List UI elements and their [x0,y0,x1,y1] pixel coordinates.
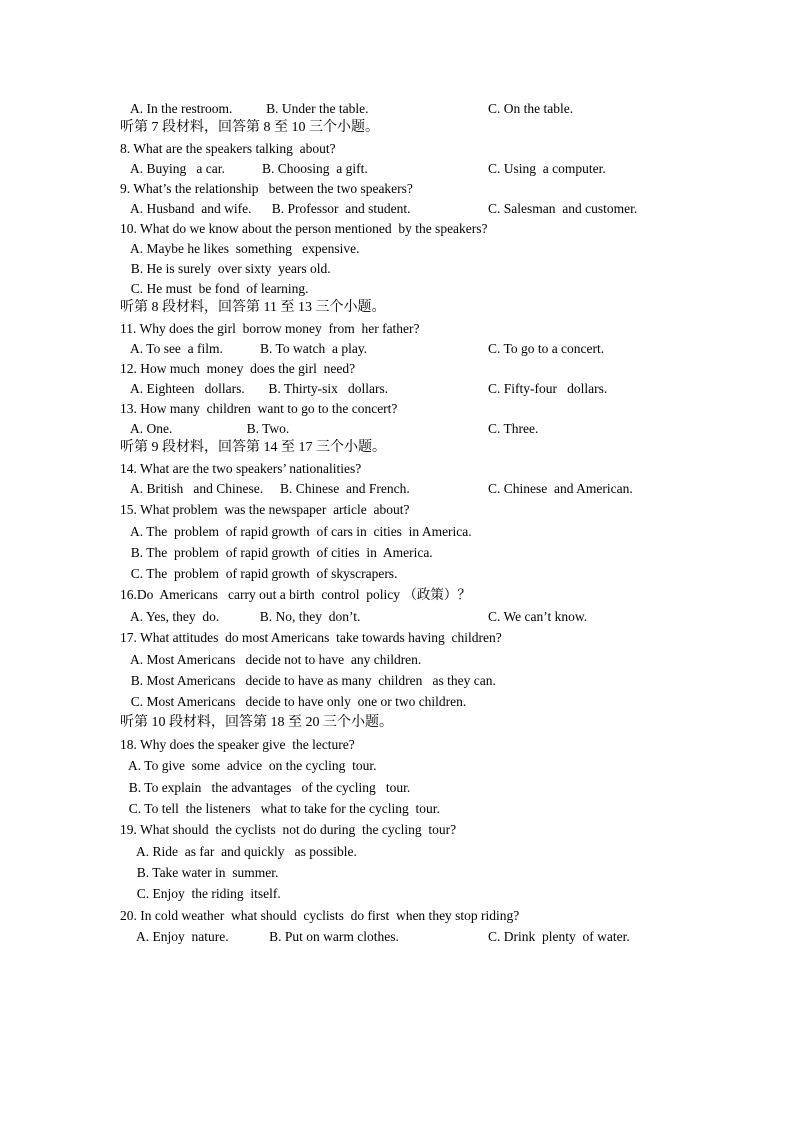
q19-option-b: B. Take water in summer. [130,865,279,880]
q19-question: 19. What should the cyclists not do during the cycling tour? [120,822,457,837]
q17-option-c: C. Most Americans decide to have only one or two children. [124,694,467,709]
q10-option-b: B. He is surely over sixty years old. [124,261,331,276]
q14-options-ab: A. British and Chinese. B. Chinese and French. [124,481,410,496]
q20-question: 20. In cold weather what should cyclists do first when they stop riding? [120,908,520,923]
q15-option-b: B. The problem of rapid growth of cities in America. [124,545,433,560]
q19-option-c: C. Enjoy the riding itself. [130,886,281,901]
q14-question: 14. What are the two speakers’ nationalities? [120,461,362,476]
section-heading-10: 听第 10 段材料，回答第 18 至 20 三个小题。 [120,715,393,730]
section-heading-9: 听第 9 段材料，回答第 14 至 17 三个小题。 [120,440,386,455]
q18-question: 18. Why does the speaker give the lecture? [120,737,355,752]
q18-option-b: B. To explain the advantages of the cycling tour. [122,780,411,795]
q7-options-ab: A. In the restroom. B. Under the table. [124,101,369,116]
q13-question: 13. How many children want to go to the concert? [120,401,398,416]
q17-question: 17. What attitudes do most Americans take towards having children? [120,630,502,645]
q20-options-ab: A. Enjoy nature. B. Put on warm clothes. [130,929,399,944]
q19-option-a: A. Ride as far and quickly as possible. [130,844,357,859]
q9-option-c: C. Salesman and customer. [488,201,638,216]
q12-option-c: C. Fifty-four dollars. [488,381,608,396]
q17-option-b: B. Most Americans decide to have as many children as they can. [124,673,496,688]
q9-options-ab: A. Husband and wife. B. Professor and student. [124,201,411,216]
q13-options-ab: A. One. B. Two. [124,421,290,436]
q12-options-ab: A. Eighteen dollars. B. Thirty-six dollars. [124,381,389,396]
q9-question: 9. What’s the relationship between the two speakers? [120,181,413,196]
section-heading-7: 听第 7 段材料，回答第 8 至 10 三个小题。 [120,120,379,135]
q13-option-c: C. Three. [488,421,539,436]
q8-option-c: C. Using a computer. [488,161,606,176]
q18-option-c: C. To tell the listeners what to take for the cycling tour. [122,801,440,816]
q20-option-c: C. Drink plenty of water. [488,929,630,944]
q15-option-a: A. The problem of rapid growth of cars in cities in America. [124,524,472,539]
q15-option-c: C. The problem of rapid growth of skyscrapers. [124,566,398,581]
q7-option-c: C. On the table. [488,101,574,116]
q11-options-ab: A. To see a film. B. To watch a play. [124,341,368,356]
q10-question: 10. What do we know about the person mentioned by the speakers? [120,221,488,236]
q10-option-c: C. He must be fond of learning. [124,281,309,296]
q16-options-ab: A. Yes, they do. B. No, they don’t. [124,609,361,624]
q16-option-c: C. We can’t know. [488,609,588,624]
q8-question: 8. What are the speakers talking about? [120,141,336,156]
q11-option-c: C. To go to a concert. [488,341,605,356]
q14-option-c: C. Chinese and American. [488,481,633,496]
section-heading-8: 听第 8 段材料，回答第 11 至 13 三个小题。 [120,300,386,315]
q17-option-a: A. Most Americans decide not to have any children. [124,652,422,667]
q15-question: 15. What problem was the newspaper article about? [120,502,410,517]
q10-option-a: A. Maybe he likes something expensive. [124,241,360,256]
q18-option-a: A. To give some advice on the cycling tour. [122,758,377,773]
q12-question: 12. How much money does the girl need? [120,361,356,376]
q11-question: 11. Why does the girl borrow money from her father? [120,321,420,336]
q16-question: 16.Do Americans carry out a birth control policy （政策）？ [120,587,471,602]
q8-options-ab: A. Buying a car. B. Choosing a gift. [124,161,368,176]
